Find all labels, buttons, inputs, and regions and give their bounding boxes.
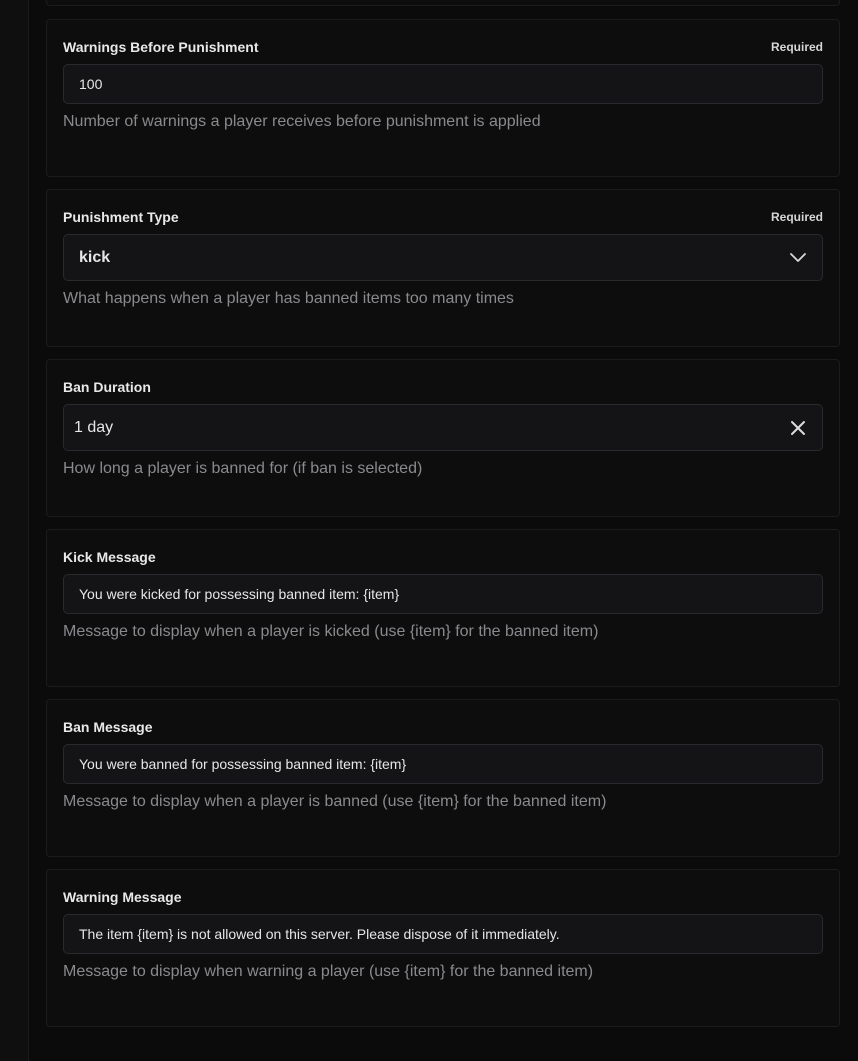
kick-message-card [46,529,840,687]
previous-card-edge [46,0,840,6]
close-icon[interactable] [789,419,807,437]
warning-message-label: Warning Message [63,889,182,905]
field-header [63,548,823,566]
ban-duration-helper: How long a player is banned for (if ban is selected) [63,460,423,477]
chevron-down-icon[interactable] [789,249,807,267]
ban-duration-label: Ban Duration [63,379,151,395]
warnings-value: 100 [79,76,103,92]
warnings-input[interactable] [63,64,823,104]
warnings-helper: Number of warnings a player receives before punishment is applied [63,113,541,130]
ban-duration-value: 1 day [74,418,114,436]
punishment-type-value: kick [79,248,111,266]
required-tag: Required [770,210,823,224]
warning-message-helper: Message to display when warning a player (use {item} for the banned item) [63,963,594,980]
kick-message-label: Kick Message [63,549,156,565]
ban-message-card [46,699,840,857]
warning-message-input[interactable] [63,914,823,954]
ban-message-input[interactable] [63,744,823,784]
warnings-label: Warnings Before Punishment [63,39,259,55]
kick-message-helper: Message to display when a player is kicked (use {item} for the banned item) [63,623,599,640]
punishment-type-select[interactable] [63,234,823,281]
required-tag: Required [770,40,823,54]
punishment-type-card [46,189,840,347]
left-rail [0,0,29,1061]
settings-form [46,0,840,1039]
field-header [63,208,823,226]
field-header [63,38,823,56]
kick-message-value: You were kicked for possessing banned item: {item} [79,586,400,602]
ban-duration-card [46,359,840,517]
warning-message-card [46,869,840,1027]
field-header [63,378,823,396]
punishment-type-helper: What happens when a player has banned items too many times [63,290,514,307]
ban-duration-input[interactable] [63,404,823,451]
field-header [63,888,823,906]
ban-message-helper: Message to display when a player is banned (use {item} for the banned item) [63,793,607,810]
kick-message-input[interactable] [63,574,823,614]
field-header [63,718,823,736]
warning-message-value: The item {item} is not allowed on this server. Please dispose of it immediately. [79,926,560,942]
warnings-card [46,19,840,177]
ban-message-value: You were banned for possessing banned item: {item} [79,756,407,772]
punishment-type-label: Punishment Type [63,209,179,225]
ban-message-label: Ban Message [63,719,153,735]
